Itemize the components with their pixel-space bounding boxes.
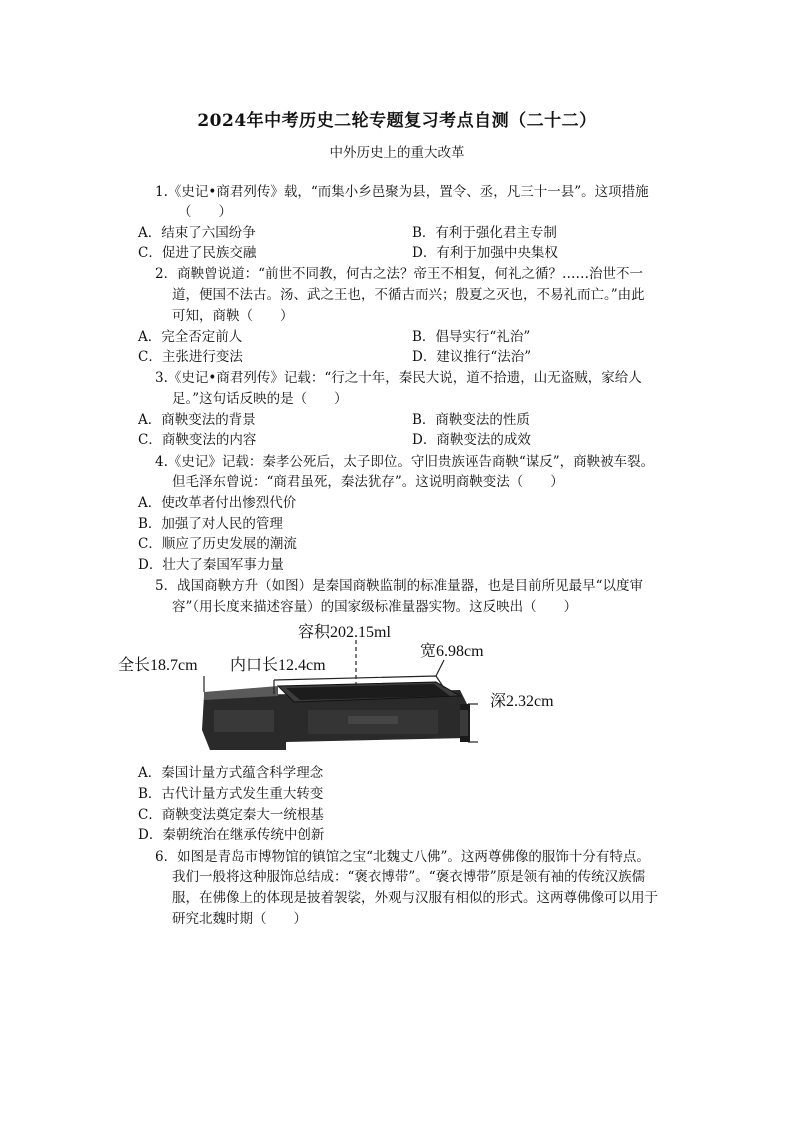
option-d: D．壮大了秦国军事力量	[138, 557, 284, 573]
question-text: 容”（用长度来描述容量）的国家级标准量器实物。这反映出（ ）	[172, 599, 578, 615]
question-text: 可知，商鞅（ ）	[172, 308, 294, 324]
option-a: A．使改革者付出惨烈代价	[138, 495, 297, 511]
question-text: 4.《史记》记载：秦孝公死后，太子即位。守旧贵族诬告商鞅“谋反”，商鞅被车裂。	[155, 454, 655, 470]
option-a: A．结束了六国纷争	[138, 225, 256, 241]
option-c: C．主张进行变法	[138, 349, 243, 365]
inner-length-label: 内口长12.4cm	[230, 657, 326, 674]
option-b: B．加强了对人民的管理	[138, 516, 283, 532]
question-text: 足。”这句话反映的是（ ）	[172, 391, 348, 407]
question-text: 6．如图是青岛市博物馆的镇馆之宝“北魏丈八佛”。这两尊佛像的服饰十分有特点。	[155, 849, 650, 865]
option-b: B．商鞅变法的性质	[412, 412, 530, 428]
question-text: 研究北魏时期（ ）	[172, 911, 307, 927]
option-d: D．建议推行“法治”	[412, 349, 532, 365]
option-c: C．顺应了历史发展的潮流	[138, 536, 297, 552]
total-length-label: 全长18.7cm	[118, 657, 198, 674]
option-d: D．有利于加强中央集权	[412, 245, 558, 261]
question-text: 道，便国不法古。汤、武之王也，不循古而兴；殷夏之灭也，不易礼而亡。”由此	[172, 287, 645, 303]
option-b: B．倡导实行“礼治”	[412, 329, 531, 345]
page-subtitle: 中外历史上的重大改革	[329, 145, 465, 161]
volume-label: 容积202.15ml	[298, 624, 391, 641]
question-text: 5．战国商鞅方升（如图）是秦国商鞅监制的标准量器，也是目前所见最早“以度审	[155, 578, 643, 594]
option-a: A．秦国计量方式蕴含科学理念	[138, 765, 324, 781]
option-c: C．商鞅变法奠定秦大一统根基	[138, 807, 324, 823]
option-c: C．促进了民族交融	[138, 245, 257, 261]
question-text: 服，在佛像上的体现是披着袈裟，外观与汉服有相似的形式。这两尊佛像可以用于	[172, 890, 658, 906]
question-text: 我们一般将这种服饰总结成：“褒衣博带”。“褒衣博带”原是领有袖的传统汉族儒	[172, 869, 646, 885]
depth-label: 深2.32cm	[490, 693, 554, 710]
question-text: 1.《史记•商君列传》载，“而集小乡邑聚为县，置令、丞，凡三十一县”。这项措施	[155, 184, 649, 200]
option-a: A．商鞅变法的背景	[138, 412, 256, 428]
option-b: B．有利于强化君主专制	[412, 225, 557, 241]
option-d: D．商鞅变法的成效	[412, 432, 531, 448]
question-text: 3.《史记•商君列传》记载：“行之十年，秦民大说，道不拾遗，山无盗贼，家给人	[155, 370, 642, 386]
measuring-vessel-figure	[118, 618, 578, 758]
question-text: 2．商鞅曾说道：“前世不同教，何古之法？帝王不相复，何礼之循？……治世不一	[155, 266, 643, 282]
question-text: （ ）	[178, 204, 232, 220]
page-title: 2024年中考历史二轮专题复习考点自测（二十二）	[197, 111, 597, 131]
option-d: D．秦朝统治在继承传统中创新	[138, 827, 325, 843]
option-b: B．古代计量方式发生重大转变	[138, 786, 324, 802]
option-a: A．完全否定前人	[138, 329, 243, 345]
width-label: 宽6.98cm	[420, 643, 484, 660]
option-c: C．商鞅变法的内容	[138, 432, 257, 448]
question-text: 但毛泽东曾说：“商君虽死，秦法犹存”。这说明商鞅变法（ ）	[172, 474, 564, 490]
